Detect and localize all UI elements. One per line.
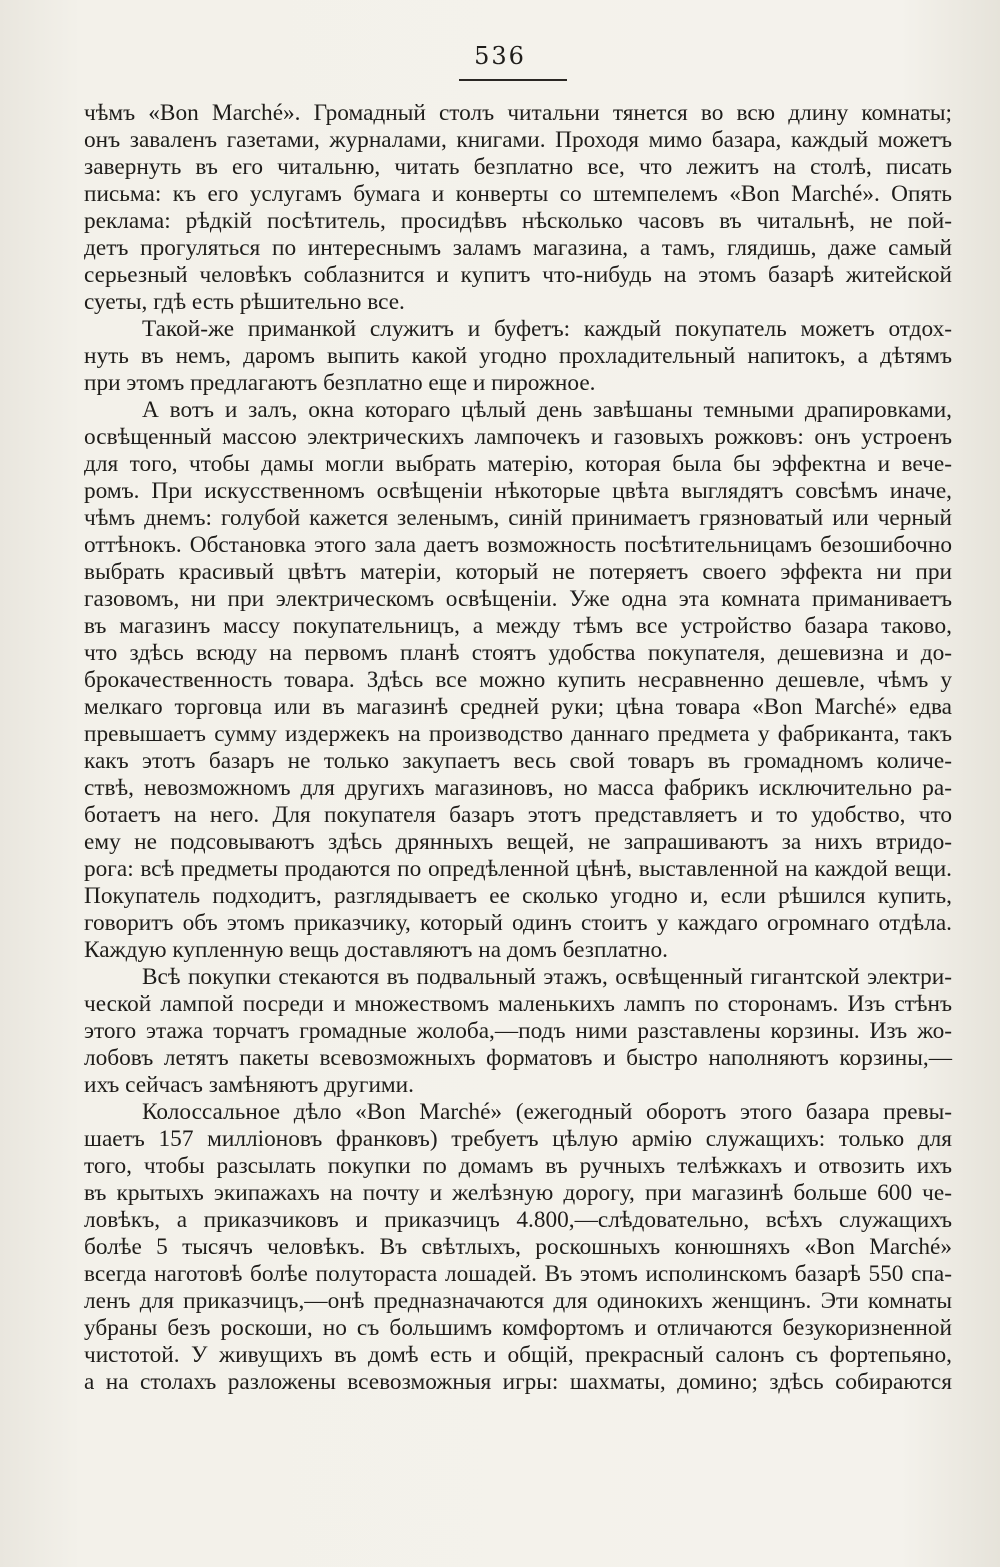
text-line: при этомъ предлагаютъ безплатно еще и пирожное. [84,370,596,396]
text-line: ботаетъ на него. Для покупателя базаръ этотъ представляетъ и то удобство, что [84,802,952,828]
text-line: ихъ сейчасъ замѣняютъ другими. [84,1072,414,1098]
text-line: выбрать красивый цвѣтъ матеріи, который не потеряетъ своего эффекта ни при [84,559,952,585]
text-line: письма: къ его услугамъ бумага и конверты со штемпелемъ «Bon Marché». Опять [84,181,952,207]
text-line: что здѣсь всюду на первомъ планѣ стоятъ удобства покупателя, дешевизна и до- [84,640,952,666]
text-line: а на столахъ разложены всевозможныя игры: шахматы, домино; здѣсь собираются [84,1369,952,1395]
text-line: лобовъ летятъ пакеты всевозможныхъ форматовъ и быстро наполняютъ корзины,— [84,1045,952,1071]
text-line: газовомъ, ни при электрическомъ освѣщеніи. Уже одна эта комната приманиваетъ [84,586,952,612]
text-line: А вотъ и залъ, окна котораго цѣлый день завѣшаны темными драпировками, [142,397,952,423]
text-line: оттѣнокъ. Обстановка этого зала даетъ возможность посѣтительницамъ безошибочно [84,532,952,558]
page-header [0,42,1000,70]
text-line: для того, чтобы дамы могли выбрать матерію, которая была бы эффектна и вече- [84,451,952,477]
text-line: мелкаго торговца или въ магазинѣ средней руки; цѣна товара «Bon Marché» едва [84,694,952,720]
page-number: 536 [474,42,526,70]
text-line: детъ прогуляться по интереснымъ заламъ магазина, а тамъ, глядишь, даже самый [84,235,952,261]
text-line: ловѣкъ, а приказчиковъ и приказчицъ 4.800,—слѣдовательно, всѣхъ служащихъ [84,1207,952,1233]
text-line: серьезный человѣкъ соблазнится и купитъ что-нибудь на этомъ базарѣ житейской [84,262,952,288]
header-rule [459,79,567,81]
text-line: реклама: рѣдкій посѣтитель, просидѣвъ нѣсколько часовъ въ читальнѣ, не пой- [84,208,952,234]
text-line: чѣмъ днемъ: голубой кажется зеленымъ, синій принимаетъ грязноватый или черный [84,505,952,531]
text-line: ромъ. При искусственномъ освѣщеніи нѣкоторые цвѣта выглядятъ совсѣмъ иначе, [84,478,952,504]
text-line: нуть въ немъ, даромъ выпить какой угодно прохладительный напитокъ, а дѣтямъ [84,343,952,369]
text-line: какъ этотъ базаръ не только закупаетъ весь свой товаръ въ громадномъ количе- [84,748,952,774]
text-line: онъ заваленъ газетами, журналами, книгами. Проходя мимо базара, каждый можетъ [84,127,952,153]
text-line: Каждую купленную вещь доставляютъ на домъ безплатно. [84,937,668,963]
text-line: суеты, гдѣ есть рѣшительно все. [84,289,405,315]
text-line: убраны безъ роскоши, но съ большимъ комфортомъ и отличаются безукоризненной [84,1315,952,1341]
text-line: ствѣ, невозможномъ для другихъ магазиновъ, но масса фабрикъ исключительно ра- [84,775,952,801]
text-line: ленъ для приказчицъ,—онѣ предназначаются для одинокихъ женщинъ. Эти комнаты [84,1288,952,1314]
text-line: Всѣ покупки стекаются въ подвальный этажъ, освѣщенный гигантской электри- [142,964,952,990]
text-line: шаетъ 157 милліоновъ франковъ) требуетъ цѣлую армію служащихъ: только для [84,1126,952,1152]
body-text [84,100,952,1396]
text-line: въ магазинъ массу покупательницъ, а между тѣмъ все устройство базара таково, [84,613,952,639]
text-line: завернуть въ его читальню, читать безплатно все, что лежитъ на столѣ, писать [84,154,952,180]
text-line: рога: всѣ предметы продаются по опредѣленной цѣнѣ, выставленной на каждой вещи. [84,856,952,882]
text-line: говоритъ объ этомъ приказчику, который одинъ стоитъ у каждаго огромнаго отдѣла. [84,910,952,936]
text-line: освѣщенный массою электрическихъ лампочекъ и газовыхъ рожковъ: онъ устроенъ [84,424,952,450]
text-line: Колоссальное дѣло «Bon Marché» (ежегодный оборотъ этого базара превы- [142,1099,952,1125]
text-line: этого этажа торчатъ громадные жолоба,—подъ ними разставлены корзины. Изъ жо- [84,1018,952,1044]
text-line: Покупатель подходитъ, разглядываетъ ее сколько угодно и, если рѣшился купить, [84,883,952,909]
text-line: чистотой. У живущихъ въ домѣ есть и общій, прекрасный салонъ съ фортепьяно, [84,1342,952,1368]
text-line: ческой лампой посреди и множествомъ маленькихъ лампъ по сторонамъ. Изъ стѣнъ [84,991,952,1017]
text-line: чѣмъ «Bon Marché». Громадный столъ читальни тянется во всю длину комнаты; [84,100,952,126]
text-line: всегда наготовѣ болѣе полутораста лошадей. Въ этомъ исполинскомъ базарѣ 550 спа- [84,1261,952,1287]
text-line: ему не подсовываютъ здѣсь дрянныхъ вещей, не запрашиваютъ за нихъ втридо- [84,829,952,855]
text-line: болѣе 5 тысячъ человѣкъ. Въ свѣтлыхъ, роскошныхъ конюшняхъ «Bon Marché» [84,1234,952,1260]
text-line: превышаетъ сумму издержекъ на производство даннаго предмета у фабриканта, такъ [84,721,952,747]
text-line: въ крытыхъ экипажахъ на почту и желѣзную дорогу, при магазинѣ больше 600 че- [84,1180,952,1206]
text-line: Такой-же приманкой служитъ и буфетъ: каждый покупатель можетъ отдох- [142,316,952,342]
text-line: того, чтобы разсылать покупки по домамъ въ ручныхъ телѣжкахъ и отвозить ихъ [84,1153,952,1179]
text-line: брокачественность товара. Здѣсь все можно купить несравненно дешевле, чѣмъ у [84,667,952,693]
